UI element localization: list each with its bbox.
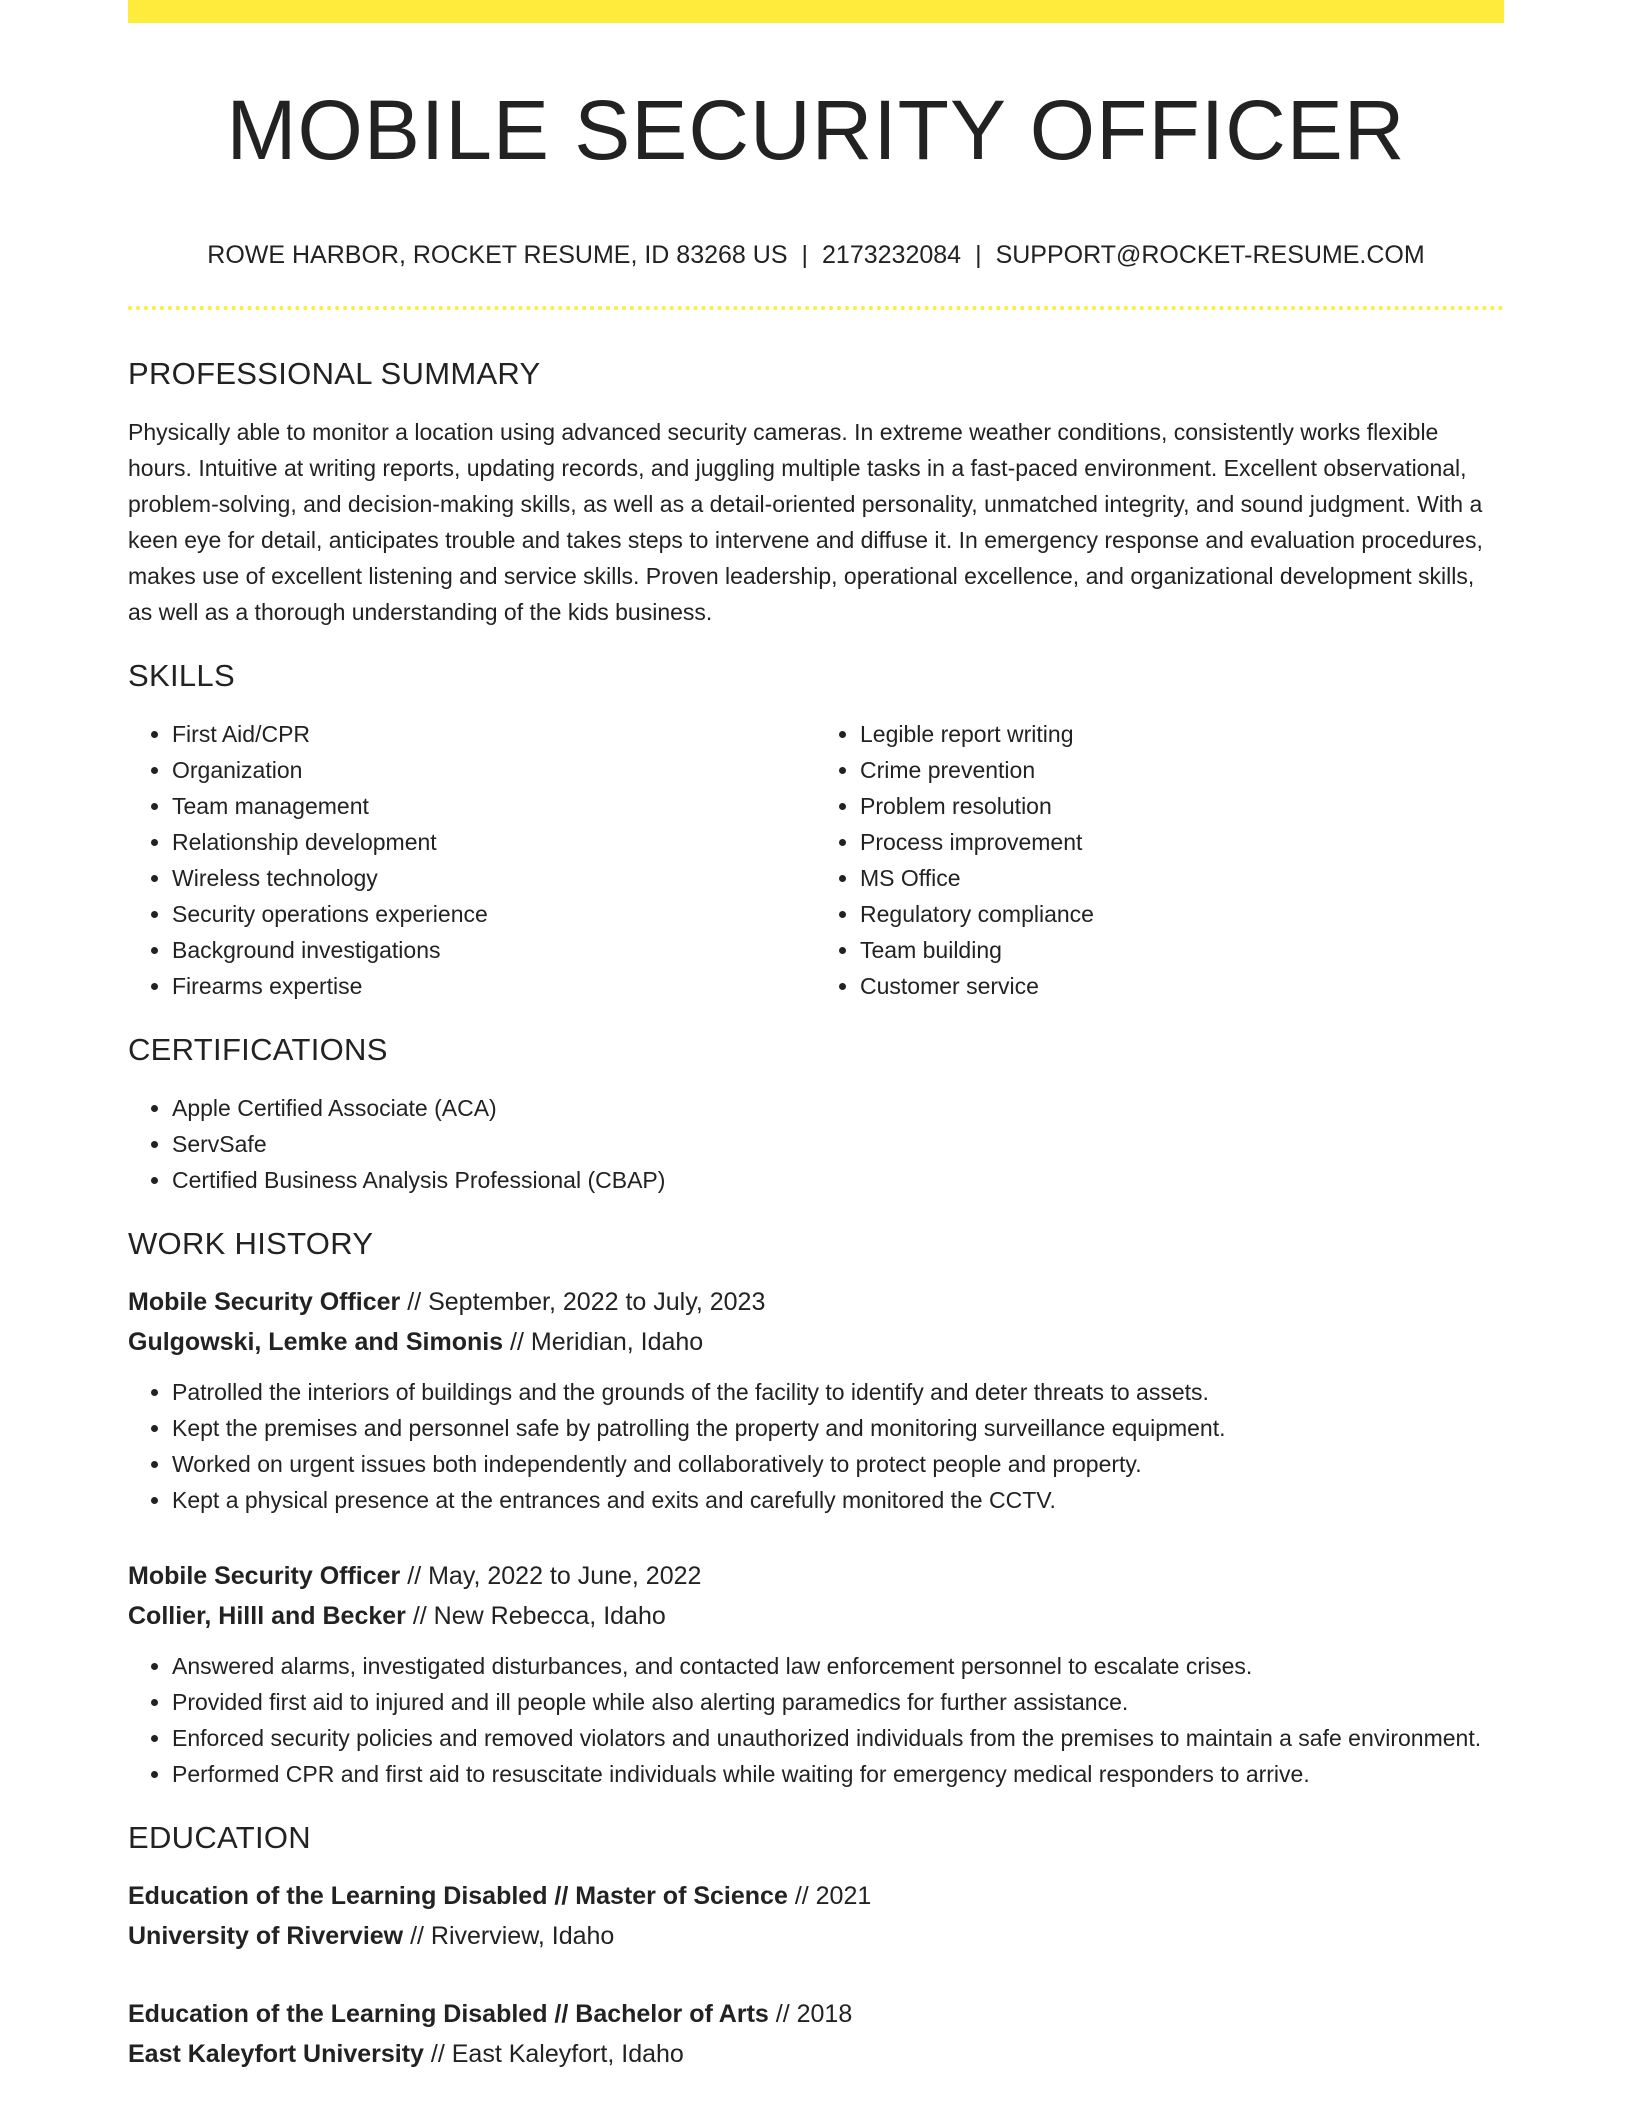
certifications-heading: CERTIFICATIONS — [128, 1032, 388, 1067]
education-section — [128, 1814, 1504, 2074]
education-heading: EDUCATION — [128, 1820, 311, 1855]
skill-item: • Customer service — [860, 968, 1504, 1004]
school-line — [128, 2034, 1504, 2074]
job-company: Gulgowski, Lemke and Simonis — [128, 1328, 504, 1356]
skill-item: • Firearms expertise — [172, 968, 816, 1004]
skills-list-left — [128, 716, 816, 1004]
work-history-section — [128, 1220, 1504, 1792]
school-location: // Riverview, Idaho — [410, 1922, 615, 1950]
skill-item: • Background investigations — [172, 932, 816, 968]
job-bullet: • Answered alarms, investigated disturbances, and contacted law enforcement personnel to escalate crises. — [172, 1648, 1504, 1684]
skills-heading: SKILLS — [128, 658, 235, 693]
contact-separator: | — [801, 241, 809, 269]
skill-item: • Wireless technology — [172, 860, 816, 896]
skill-item: • Crime prevention — [860, 752, 1504, 788]
job-bullet: • Patrolled the interiors of buildings and the grounds of the facility to identify and deter threats to assets. — [172, 1374, 1504, 1410]
job-bullet: • Enforced security policies and removed violators and unauthorized individuals from the premises to maintain a safe environment. — [172, 1720, 1504, 1756]
work-history-heading: WORK HISTORY — [128, 1226, 374, 1261]
job-bullet: • Performed CPR and first aid to resuscitate individuals while waiting for emergency medical responders to arrive. — [172, 1756, 1504, 1792]
job-dates: // May, 2022 to June, 2022 — [407, 1562, 702, 1590]
contact-email: SUPPORT@ROCKET-RESUME.COM — [995, 241, 1425, 269]
job-bullet: • Kept the premises and personnel safe by patrolling the property and monitoring surveillance equipment. — [172, 1410, 1504, 1446]
job-location: // New Rebecca, Idaho — [412, 1602, 666, 1630]
dotted-divider — [128, 306, 1504, 310]
skill-item: • Security operations experience — [172, 896, 816, 932]
certification-item: • Certified Business Analysis Professional (CBAP) — [172, 1162, 1504, 1198]
resume-body — [128, 350, 1504, 2074]
job-title: Mobile Security Officer — [128, 1562, 401, 1590]
summary-section — [128, 350, 1504, 630]
school-location: // East Kaleyfort, Idaho — [430, 2040, 684, 2068]
school: University of Riverview — [128, 1922, 404, 1950]
skill-item: • Problem resolution — [860, 788, 1504, 824]
degree-year: // 2018 — [775, 2000, 853, 2028]
job-bullet: • Kept a physical presence at the entrances and exits and carefully monitored the CCTV. — [172, 1482, 1504, 1518]
job-title-line — [128, 1282, 1504, 1322]
contact-address: ROWE HARBOR, ROCKET RESUME, ID 83268 US — [207, 241, 788, 269]
skill-item: • Organization — [172, 752, 816, 788]
degree-year: // 2021 — [794, 1882, 872, 1910]
skill-item: • MS Office — [860, 860, 1504, 896]
job-dates: // September, 2022 to July, 2023 — [407, 1288, 766, 1316]
skill-item: • Relationship development — [172, 824, 816, 860]
job-title: Mobile Security Officer — [128, 1288, 401, 1316]
school: East Kaleyfort University — [128, 2040, 424, 2068]
certifications-list — [128, 1090, 1504, 1198]
job-bullets — [128, 1374, 1504, 1518]
summary-heading: PROFESSIONAL SUMMARY — [128, 356, 541, 391]
contact-line — [128, 237, 1504, 273]
skill-item: • Process improvement — [860, 824, 1504, 860]
skills-section — [128, 652, 1504, 1004]
skill-item: • Regulatory compliance — [860, 896, 1504, 932]
job-company: Collier, Hilll and Becker — [128, 1602, 406, 1630]
certifications-section — [128, 1026, 1504, 1198]
skill-item: • Legible report writing — [860, 716, 1504, 752]
job-bullet: • Provided first aid to injured and ill people while also alerting paramedics for further assistance. — [172, 1684, 1504, 1720]
degree-line — [128, 1876, 1504, 1916]
contact-phone: 2173232084 — [822, 241, 962, 269]
degree: Education of the Learning Disabled // Bachelor of Arts — [128, 2000, 769, 2028]
job-company-line — [128, 1596, 1504, 1636]
summary-text: Physically able to monitor a location using advanced security cameras. In extreme weather conditions, consistently works flexible hours. Intuitive at writing reports, updating records, and juggling multiple tasks in a fast-paced environment. Excellent observational, problem-solving, and decision-making skills, as well as a detail-oriented personality, unmatched integrity, and sound judgment. With a keen eye for detail, anticipates trouble and takes steps to intervene and diffuse it. In emergency response and evaluation procedures, makes use of excellent listening and service skills. Proven leadership, operational excellence, and organizational development skills, as well as a thorough understanding of the kids business. — [128, 419, 1483, 625]
degree-line — [128, 1994, 1504, 2034]
degree: Education of the Learning Disabled // Master of Science — [128, 1882, 788, 1910]
school-line — [128, 1916, 1504, 1956]
skill-item: • Team building — [860, 932, 1504, 968]
job-title-line — [128, 1556, 1504, 1596]
certification-item: • ServSafe — [172, 1126, 1504, 1162]
job-bullet: • Worked on urgent issues both independently and collaboratively to protect people and property. — [172, 1446, 1504, 1482]
job-location: // Meridian, Idaho — [510, 1328, 704, 1356]
resume-title: MOBILE SECURITY OFFICER — [226, 83, 1406, 177]
skill-item: • First Aid/CPR — [172, 716, 816, 752]
contact-separator: | — [975, 241, 982, 269]
certification-item: • Apple Certified Associate (ACA) — [172, 1090, 1504, 1126]
job-bullets — [128, 1648, 1504, 1792]
job-company-line — [128, 1322, 1504, 1362]
skills-list-right — [816, 716, 1504, 1004]
skills-columns — [128, 716, 1504, 1004]
skill-item: • Team management — [172, 788, 816, 824]
accent-top-bar — [128, 0, 1504, 23]
